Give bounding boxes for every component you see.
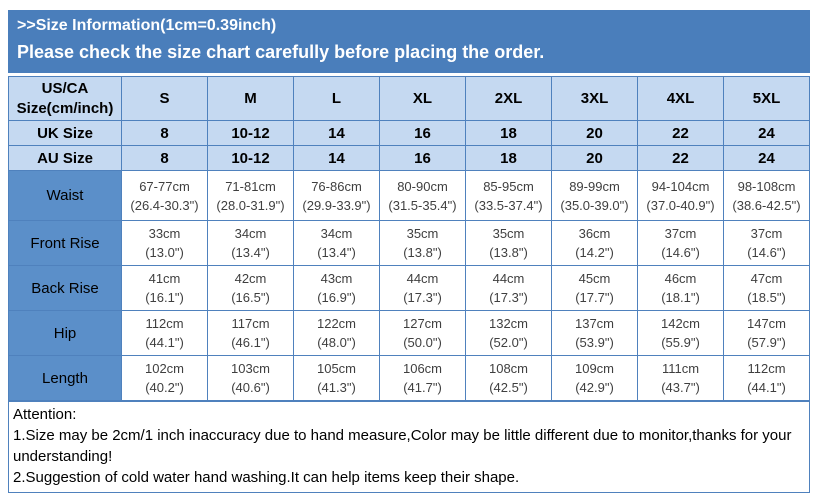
banner-subtitle: Please check the size chart carefully before placing the order. [17,42,545,62]
measure-value-cell [724,171,810,221]
measure-value-cell [208,311,294,356]
cm-value: 47cm [750,271,783,286]
inch-value: (33.5-37.4") [474,197,543,213]
cm-value: 105cm [316,361,357,376]
cm-value: 127cm [402,316,443,331]
banner-title: >>Size Information(1cm=0.39inch) [17,17,277,34]
measure-value-cell [552,356,638,401]
measure-value-cell [380,356,466,401]
measure-value-cell [380,171,466,221]
measure-row-label: Waist [9,171,122,221]
size-column-header: L [294,77,380,121]
measure-row [9,266,810,311]
inch-value: (13.8") [489,245,528,260]
cm-value: 89-99cm [569,178,620,194]
measure-value-cell [552,171,638,221]
size-column-header: S [122,77,208,121]
cm-value: 34cm [234,226,267,241]
size-value-cell: 10-12 [208,121,294,146]
size-value-cell: 18 [466,146,552,171]
measure-row [9,221,810,266]
inch-value: (57.9") [747,335,786,350]
cm-value: 36cm [578,226,611,241]
inch-value: (18.1") [661,290,700,305]
measure-value-cell [638,311,724,356]
cm-value: 108cm [488,361,529,376]
measure-row-label: Front Rise [9,221,122,266]
measure-row-label: Hip [9,311,122,356]
inch-value: (17.7") [575,290,614,305]
size-info-banner [8,10,810,73]
cm-value: 46cm [664,271,697,286]
inch-value: (31.5-35.4") [388,197,457,213]
cm-value: 137cm [574,316,615,331]
cm-value: 45cm [578,271,611,286]
size-value-cell: 14 [294,121,380,146]
inch-value: (37.0-40.9") [646,197,715,213]
size-table [8,76,810,401]
cm-value: 76-86cm [311,178,362,194]
measure-value-cell [638,221,724,266]
measure-value-cell [208,266,294,311]
inch-value: (13.4") [317,245,356,260]
measure-value-cell [380,311,466,356]
size-column-header: 2XL [466,77,552,121]
measure-value-cell [552,266,638,311]
inch-value: (41.7") [403,380,442,395]
measure-value-cell [294,171,380,221]
cm-value: 132cm [488,316,529,331]
inch-value: (46.1") [231,335,270,350]
cm-value: 112cm [145,316,184,331]
size-value-cell: 22 [638,146,724,171]
cm-value: 109cm [574,361,615,376]
size-value-cell: 16 [380,121,466,146]
inch-value: (40.2") [145,380,184,395]
measure-value-cell [552,311,638,356]
size-value-cell: 8 [122,121,208,146]
cm-value: 103cm [230,361,271,376]
cm-value: 106cm [402,361,443,376]
inch-value: (44.1") [145,335,184,350]
cm-value: 142cm [660,316,701,331]
measure-value-cell [208,356,294,401]
cm-value: 35cm [406,226,439,241]
cm-value: 111cm [661,361,700,376]
measure-row [9,311,810,356]
measure-value-cell [466,266,552,311]
size-value-cell: 20 [552,121,638,146]
size-column-header: 4XL [638,77,724,121]
cm-value: 44cm [406,271,439,286]
measure-value-cell [380,221,466,266]
corner-line-1: US/CA [41,79,89,97]
size-column-header: XL [380,77,466,121]
measure-value-cell [724,311,810,356]
measure-row [9,356,810,401]
size-column-header: M [208,77,294,121]
measure-value-cell [208,171,294,221]
measure-value-cell [294,311,380,356]
measure-value-cell [724,356,810,401]
size-row-label: UK Size [9,121,122,146]
inch-value: (41.3") [317,380,356,395]
measure-row-label: Back Rise [9,266,122,311]
measure-value-cell [122,221,208,266]
cm-value: 44cm [492,271,525,286]
size-value-cell: 22 [638,121,724,146]
inch-value: (35.0-39.0") [560,197,629,213]
measure-value-cell [466,171,552,221]
inch-value: (43.7") [661,380,700,395]
inch-value: (53.9") [575,335,614,350]
cm-value: 102cm [144,361,185,376]
measure-value-cell [724,221,810,266]
size-value-cell: 10-12 [208,146,294,171]
cm-value: 37cm [750,226,783,241]
inch-value: (13.8") [403,245,442,260]
measure-row [9,171,810,221]
cm-value: 42cm [234,271,267,286]
inch-value: (38.6-42.5") [732,197,801,213]
measure-value-cell [122,266,208,311]
inch-value: (42.5") [489,380,528,395]
size-value-cell: 8 [122,146,208,171]
cm-value: 34cm [320,226,353,241]
cm-value: 35cm [492,226,525,241]
inch-value: (16.9") [317,290,356,305]
measure-value-cell [638,266,724,311]
size-row-label: AU Size [9,146,122,171]
inch-value: (17.3") [489,290,528,305]
measure-value-cell [638,171,724,221]
size-column-header: 5XL [724,77,810,121]
inch-value: (28.0-31.9") [216,197,285,213]
inch-value: (52.0") [489,335,528,350]
size-row [9,146,810,171]
inch-value: (48.0") [317,335,356,350]
corner-line-2: Size(cm/inch) [16,99,114,117]
size-value-cell: 14 [294,146,380,171]
inch-value: (17.3") [403,290,442,305]
size-value-cell: 20 [552,146,638,171]
cm-value: 112cm [747,361,786,376]
attention-heading: Attention: [13,406,77,423]
inch-value: (42.9") [575,380,614,395]
cm-value: 37cm [664,226,697,241]
size-value-cell: 16 [380,146,466,171]
size-value-cell: 18 [466,121,552,146]
measure-value-cell [294,356,380,401]
measure-value-cell [552,221,638,266]
size-column-header: 3XL [552,77,638,121]
inch-value: (26.4-30.3") [130,197,199,213]
cm-value: 71-81cm [225,178,276,194]
inch-value: (50.0") [403,335,442,350]
measure-row-label: Length [9,356,122,401]
measure-value-cell [466,356,552,401]
inch-value: (29.9-33.9") [302,197,371,213]
inch-value: (55.9") [661,335,700,350]
size-table-body [9,77,810,401]
measure-value-cell [122,311,208,356]
cm-value: 117cm [231,316,270,331]
cm-value: 41cm [148,271,181,286]
inch-value: (18.5") [747,290,786,305]
inch-value: (13.0") [145,245,184,260]
size-row [9,121,810,146]
measure-value-cell [724,266,810,311]
cm-value: 94-104cm [651,178,710,194]
size-value-cell: 24 [724,121,810,146]
inch-value: (14.2") [575,245,614,260]
size-header-row [9,77,810,121]
corner-cell [9,77,122,121]
inch-value: (14.6") [747,245,786,260]
measure-value-cell [208,221,294,266]
measure-value-cell [466,311,552,356]
attention-box [8,401,810,493]
cm-value: 85-95cm [483,178,534,194]
measure-value-cell [122,356,208,401]
measure-value-cell [466,221,552,266]
inch-value: (16.5") [231,290,270,305]
size-value-cell: 24 [724,146,810,171]
inch-value: (13.4") [231,245,270,260]
cm-value: 122cm [316,316,357,331]
cm-value: 147cm [746,316,787,331]
measure-value-cell [122,171,208,221]
cm-value: 98-108cm [737,178,796,194]
measure-value-cell [380,266,466,311]
inch-value: (40.6") [231,380,270,395]
cm-value: 43cm [320,271,353,286]
cm-value: 33cm [148,226,181,241]
measure-value-cell [294,221,380,266]
cm-value: 80-90cm [397,178,448,194]
measure-value-cell [638,356,724,401]
cm-value: 67-77cm [139,178,190,194]
attention-note-2: 2.Suggestion of cold water hand washing.It can help items keep their shape. [13,469,520,486]
attention-note-1: 1.Size may be 2cm/1 inch inaccuracy due to hand measure,Color may be little different due to monitor,thanks for your understanding! [13,427,792,465]
inch-value: (44.1") [747,380,786,395]
inch-value: (16.1") [145,290,184,305]
measure-value-cell [294,266,380,311]
inch-value: (14.6") [661,245,700,260]
